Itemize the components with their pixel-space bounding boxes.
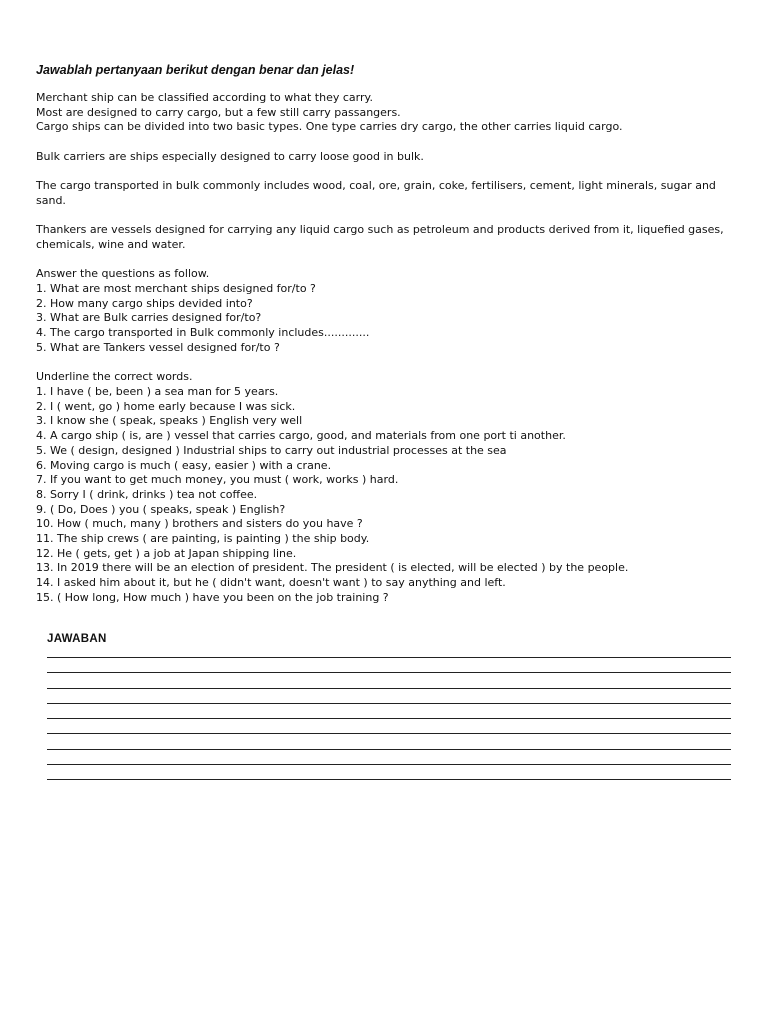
underline-section: [36, 370, 736, 605]
answer-line[interactable]: [47, 703, 731, 704]
underline-item: 7. If you want to get much money, you must ( work, works ) hard.: [36, 473, 399, 487]
reading-line: The cargo transported in bulk commonly includes wood, coal, ore, grain, coke, fertilisers, cement, light minerals, sugar and sand.: [36, 179, 716, 207]
underline-item: 6. Moving cargo is much ( easy, easier ) with a crane.: [36, 458, 332, 472]
reading-line: Cargo ships can be divided into two basic types. One type carries dry cargo, the other carries liquid cargo.: [36, 120, 623, 134]
answer-lines: [47, 657, 731, 780]
underline-item: 2. I ( went, go ) home early because I was sick.: [36, 399, 296, 413]
underline-item: 15. ( How long, How much ) have you been on the job training ?: [36, 590, 389, 604]
answer-heading: JAWABAN: [47, 633, 107, 645]
question-item: 3. What are Bulk carries designed for/to?: [36, 311, 262, 325]
reading-paragraph-2: [36, 150, 736, 165]
questions-section: [36, 267, 736, 355]
reading-line: Most are designed to carry cargo, but a few still carry passangers.: [36, 105, 401, 119]
underline-item: 9. ( Do, Does ) you ( speaks, speak ) English?: [36, 502, 286, 516]
answer-line[interactable]: [47, 779, 731, 780]
questions-intro: Answer the questions as follow.: [36, 267, 210, 281]
underline-item: 12. He ( gets, get ) a job at Japan shipping line.: [36, 546, 297, 560]
question-item: 1. What are most merchant ships designed for/to ?: [36, 282, 316, 296]
underline-item: 11. The ship crews ( are painting, is painting ) the ship body.: [36, 532, 370, 546]
question-item: 5. What are Tankers vessel designed for/to ?: [36, 340, 280, 354]
reading-paragraph-1: [36, 91, 736, 135]
answer-line[interactable]: [47, 733, 731, 734]
underline-item: 8. Sorry I ( drink, drinks ) tea not coffee.: [36, 487, 258, 501]
reading-paragraph-3: [36, 179, 736, 208]
underline-item: 4. A cargo ship ( is, are ) vessel that carries cargo, good, and materials from one port ti another.: [36, 429, 566, 443]
underline-item: 3. I know she ( speak, speaks ) English very well: [36, 414, 303, 428]
worksheet: [36, 62, 736, 620]
answer-line[interactable]: [47, 749, 731, 750]
answer-line[interactable]: [47, 764, 731, 765]
underline-item: 14. I asked him about it, but he ( didn't want, doesn't want ) to say anything and left.: [36, 576, 506, 590]
reading-line: Thankers are vessels designed for carrying any liquid cargo such as petroleum and products derived from it, liquefied gases, chemicals, wine and water.: [36, 223, 724, 251]
answer-line[interactable]: [47, 657, 731, 658]
underline-item: 5. We ( design, designed ) Industrial ships to carry out industrial processes at the sea: [36, 443, 507, 457]
question-item: 2. How many cargo ships devided into?: [36, 296, 253, 310]
worksheet-title: Jawablah pertanyaan berikut dengan benar dan jelas!: [36, 63, 355, 77]
reading-line: Bulk carriers are ships especially designed to carry loose good in bulk.: [36, 149, 424, 163]
underline-item: 1. I have ( be, been ) a sea man for 5 years.: [36, 384, 279, 398]
answer-section: [47, 633, 731, 795]
reading-line: Merchant ship can be classified according to what they carry.: [36, 91, 373, 104]
underline-item: 13. In 2019 there will be an election of president. The president ( is elected, will be elected ) by the people.: [36, 561, 629, 575]
question-item: 4. The cargo transported in Bulk commonly includes.............: [36, 326, 370, 340]
answer-line[interactable]: [47, 672, 731, 673]
underline-item: 10. How ( much, many ) brothers and sisters do you have ?: [36, 517, 363, 531]
underline-intro: Underline the correct words.: [36, 370, 193, 384]
answer-line[interactable]: [47, 718, 731, 719]
answer-line[interactable]: [47, 688, 731, 689]
reading-paragraph-4: [36, 223, 736, 252]
